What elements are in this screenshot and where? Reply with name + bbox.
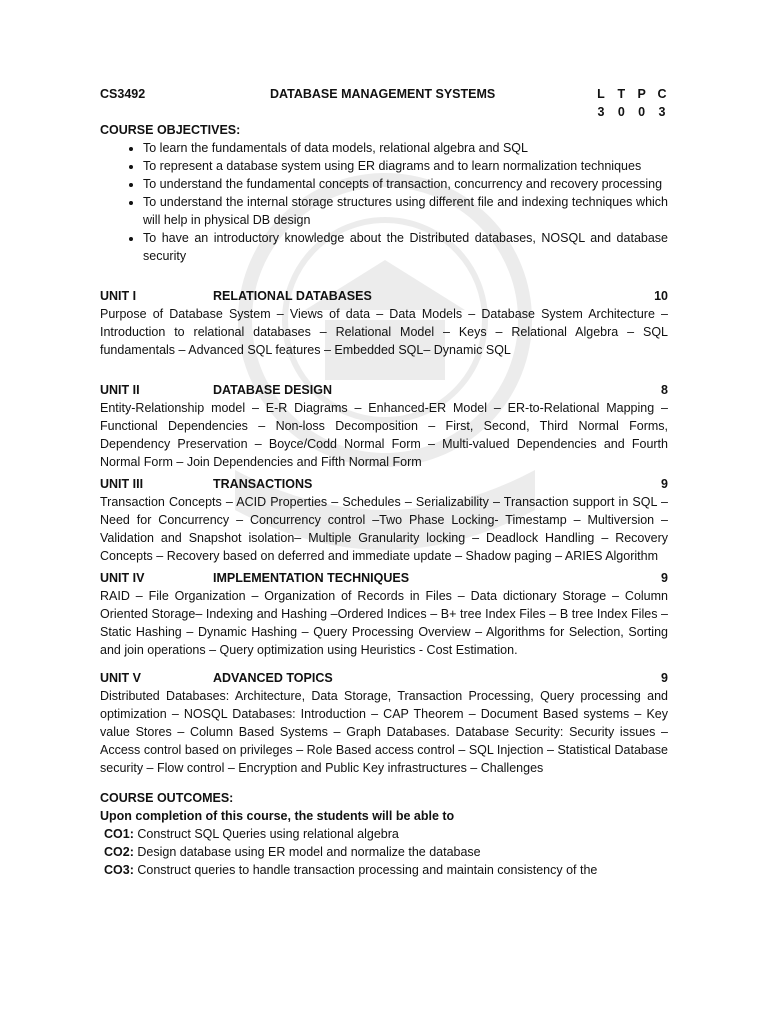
- ltpc-table: [595, 85, 668, 121]
- ltpc-value: 3: [597, 105, 605, 119]
- ltpc-label: P: [637, 87, 646, 101]
- unit-content: Transaction Concepts – ACID Properties – Schedules – Serializability – Transaction support in SQL – Need for Concurrency – Concurrency control –Two Phase Locking- Timestamp – Multiversion – Validation and Snapshot isolation– Multiple Granularity locking – Deadlock Handling – Recovery Concepts – Recovery based on deferred and immediate update – Shadow paging – ARIES Algorithm: [100, 495, 668, 563]
- unit-section: [100, 569, 668, 659]
- outcome-text: Construct SQL Queries using relational algebra: [137, 827, 399, 841]
- unit-heading: [100, 287, 668, 305]
- unit-heading: [100, 669, 668, 687]
- outcome-text: Design database using ER model and normalize the database: [137, 845, 481, 859]
- outcome-text: Construct queries to handle transaction processing and maintain consistency of the: [137, 863, 598, 877]
- course-code: CS3492: [100, 87, 146, 101]
- unit-hours: 10: [654, 289, 668, 303]
- outcomes-heading: COURSE OUTCOMES:: [100, 791, 234, 805]
- unit-hours: 8: [661, 383, 668, 397]
- course-title: DATABASE MANAGEMENT SYSTEMS: [270, 87, 496, 101]
- unit-title: ADVANCED TOPICS: [213, 671, 333, 685]
- objective-item: • To represent a database system using ER diagrams and to learn normalization techniques: [143, 157, 668, 175]
- unit-section: [100, 287, 668, 359]
- unit-section: [100, 475, 668, 565]
- unit-number: UNIT IV: [100, 571, 145, 585]
- objectives-heading: COURSE OBJECTIVES:: [100, 123, 241, 137]
- ltpc-labels: [595, 85, 668, 103]
- objective-item: • To understand the internal storage structures using different file and indexing techniques which will help in physical DB design: [143, 193, 668, 229]
- ltpc-value: 0: [617, 105, 625, 119]
- unit-hours: 9: [661, 671, 668, 685]
- unit-number: UNIT V: [100, 671, 141, 685]
- syllabus-content: [100, 85, 668, 879]
- course-outcomes: [100, 789, 668, 879]
- unit-hours: 9: [661, 477, 668, 491]
- unit-title: IMPLEMENTATION TECHNIQUES: [213, 571, 410, 585]
- objective-item: • To learn the fundamentals of data models, relational algebra and SQL: [143, 139, 668, 157]
- unit-title: TRANSACTIONS: [213, 477, 313, 491]
- unit-number: UNIT II: [100, 383, 140, 397]
- ltpc-label: T: [617, 87, 626, 101]
- unit-section: [100, 381, 668, 471]
- unit-content: Distributed Databases: Architecture, Data Storage, Transaction Processing, Query processing and optimization – NOSQL Databases: Introduction – CAP Theorem – Document Based systems – Key value Stores – Column Based Systems – Graph Databases. Database Security: Security issues – Access control based on privileges – Role Based access control – SQL Injection – Statistical Database security – Flow control – Encryption and Public Key infrastructures – Challenges: [100, 689, 668, 775]
- unit-section: [100, 669, 668, 777]
- unit-content: Purpose of Database System – Views of data – Data Models – Database System Architecture – Introduction to relational databases – Relational Model – Keys – Relational Algebra – SQL fundamentals – Advanced SQL features – Embedded SQL– Dynamic SQL: [100, 307, 668, 357]
- ltpc-value: 0: [638, 105, 646, 119]
- unit-content: Entity-Relationship model – E-R Diagrams – Enhanced-ER Model – ER-to-Relational Mapping – Functional Dependencies – Non-loss Decomposition – First, Second, Third Normal Forms, Dependency Preservation – Boyce/Codd Normal Form – Multi-valued Dependencies and Fourth Normal Form – Join Dependencies and Fifth Normal Form: [100, 401, 668, 469]
- unit-content: RAID – File Organization – Organization of Records in Files – Data dictionary Storage – Column Oriented Storage– Indexing and Hashing –Ordered Indices – B+ tree Index Files – B tree Index Files – Static Hashing – Dynamic Hashing – Query Processing Overview – Algorithms for Selection, Sorting and join operations – Query optimization using Heuristics - Cost Estimation.: [100, 589, 668, 657]
- unit-number: UNIT III: [100, 477, 144, 491]
- unit-title: DATABASE DESIGN: [213, 383, 332, 397]
- ltpc-label: C: [657, 87, 667, 101]
- outcome-label: CO1:: [104, 827, 134, 841]
- outcome-item: [100, 843, 668, 861]
- objective-item: • To have an introductory knowledge about the Distributed databases, NOSQL and database security: [143, 229, 668, 265]
- course-objectives: [100, 121, 668, 265]
- outcome-item: [100, 825, 668, 843]
- ltpc-label: L: [597, 87, 605, 101]
- outcome-label: CO2:: [104, 845, 134, 859]
- course-header: [100, 85, 668, 121]
- unit-heading: [100, 381, 668, 399]
- unit-hours: 9: [661, 571, 668, 585]
- ltpc-values: [595, 103, 668, 121]
- unit-heading: [100, 569, 668, 587]
- outcome-item: [100, 861, 668, 879]
- unit-title: RELATIONAL DATABASES: [213, 289, 372, 303]
- ltpc-value: 3: [658, 105, 666, 119]
- unit-heading: [100, 475, 668, 493]
- unit-number: UNIT I: [100, 289, 137, 303]
- objective-item: • To understand the fundamental concepts of transaction, concurrency and recovery processing: [143, 175, 668, 193]
- outcomes-intro: Upon completion of this course, the students will be able to: [100, 809, 455, 823]
- outcome-label: CO3:: [104, 863, 134, 877]
- objectives-list: [100, 139, 668, 265]
